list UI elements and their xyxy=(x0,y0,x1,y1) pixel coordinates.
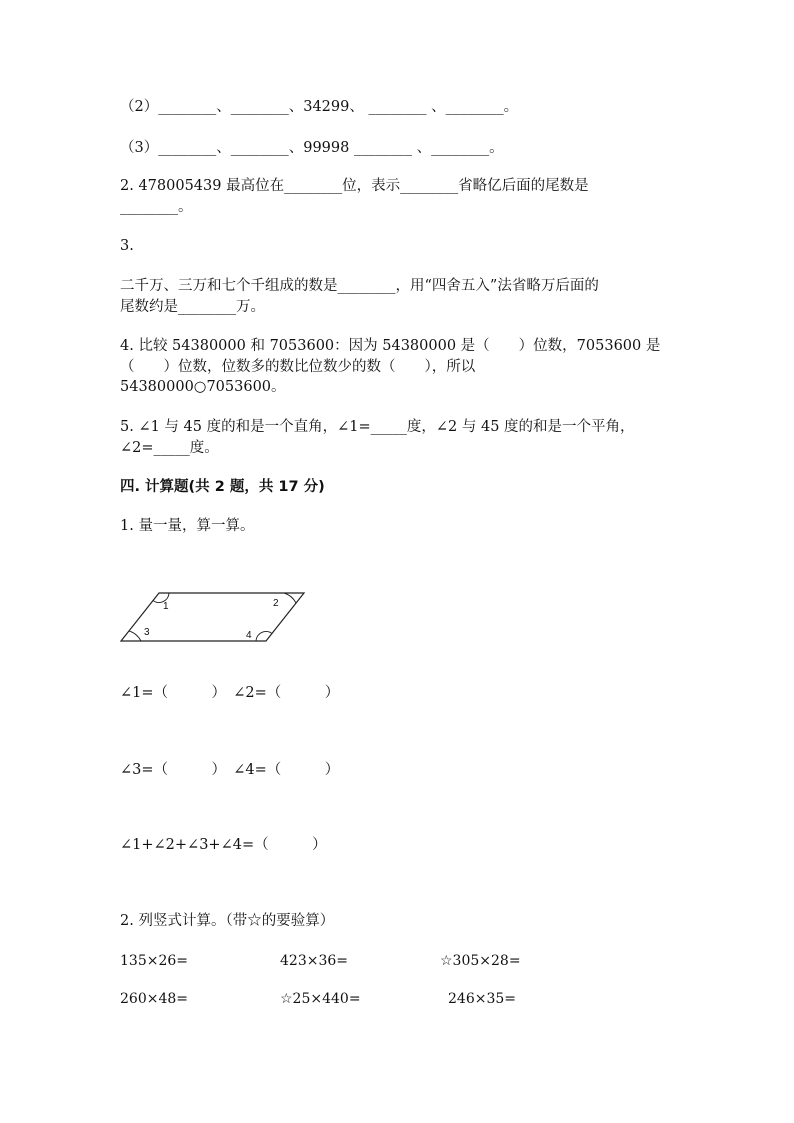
angle-label-2: 2 xyxy=(273,598,279,609)
calc-question-1-prompt: 1. 量一量，算一算。 xyxy=(120,518,255,534)
angle-label-1: 1 xyxy=(163,601,169,612)
question-2-line-1: 2. 478005439 最高位在________位，表示________省略亿后面的尾数是 xyxy=(120,178,589,194)
calc-item: 135×26= xyxy=(120,953,188,969)
question-3-line-2: 尾数约是________万。 xyxy=(120,299,265,315)
calc-item-starred: ☆305×28= xyxy=(440,953,521,969)
angle-answers-1-2: ∠1=（ ） ∠2=（ ） xyxy=(120,685,340,701)
question-2-line-2: ________。 xyxy=(120,199,193,215)
fill-row-2: （2）________、________、34299、 ________ 、________。 xyxy=(120,99,519,115)
parallelogram-figure xyxy=(118,588,318,648)
calc-question-2-prompt: 2. 列竖式计算。（带☆的要验算） xyxy=(120,913,335,929)
question-4-line-3: 54380000○7053600。 xyxy=(120,379,286,395)
calc-item-starred: ☆25×440= xyxy=(280,991,361,1007)
calc-item: 246×35= xyxy=(448,991,516,1007)
angle-answers-3-4: ∠3=（ ） ∠4=（ ） xyxy=(120,762,340,778)
question-5-line-2: ∠2=_____度。 xyxy=(120,440,219,456)
question-3-number: 3. xyxy=(120,238,134,254)
question-3-line-1: 二千万、三万和七个千组成的数是________，用“四舍五入”法省略万后面的 xyxy=(120,278,599,294)
angle-label-4: 4 xyxy=(246,630,252,641)
fill-row-3: （3）________、________、99998 ________ 、________。 xyxy=(120,140,504,156)
angle-arc-2 xyxy=(284,593,296,603)
angle-label-3: 3 xyxy=(144,627,150,638)
angle-arc-3 xyxy=(129,631,141,641)
question-4-line-2: （ ）位数，位数多的数比位数少的数（ ），所以 xyxy=(120,359,476,375)
question-4-line-1: 4. 比较 54380000 和 7053600：因为 54380000 是（ ）位数，7053600 是 xyxy=(120,338,661,354)
calc-item: 423×36= xyxy=(280,953,348,969)
calc-item: 260×48= xyxy=(120,991,188,1007)
question-5-line-1: 5. ∠1 与 45 度的和是一个直角，∠1=_____度，∠2 与 45 度的和是一个平角， xyxy=(120,419,635,435)
angle-sum-answer: ∠1+∠2+∠3+∠4=（ ） xyxy=(120,837,327,853)
section-4-title: 四. 计算题(共 2 题，共 17 分) xyxy=(120,479,325,495)
